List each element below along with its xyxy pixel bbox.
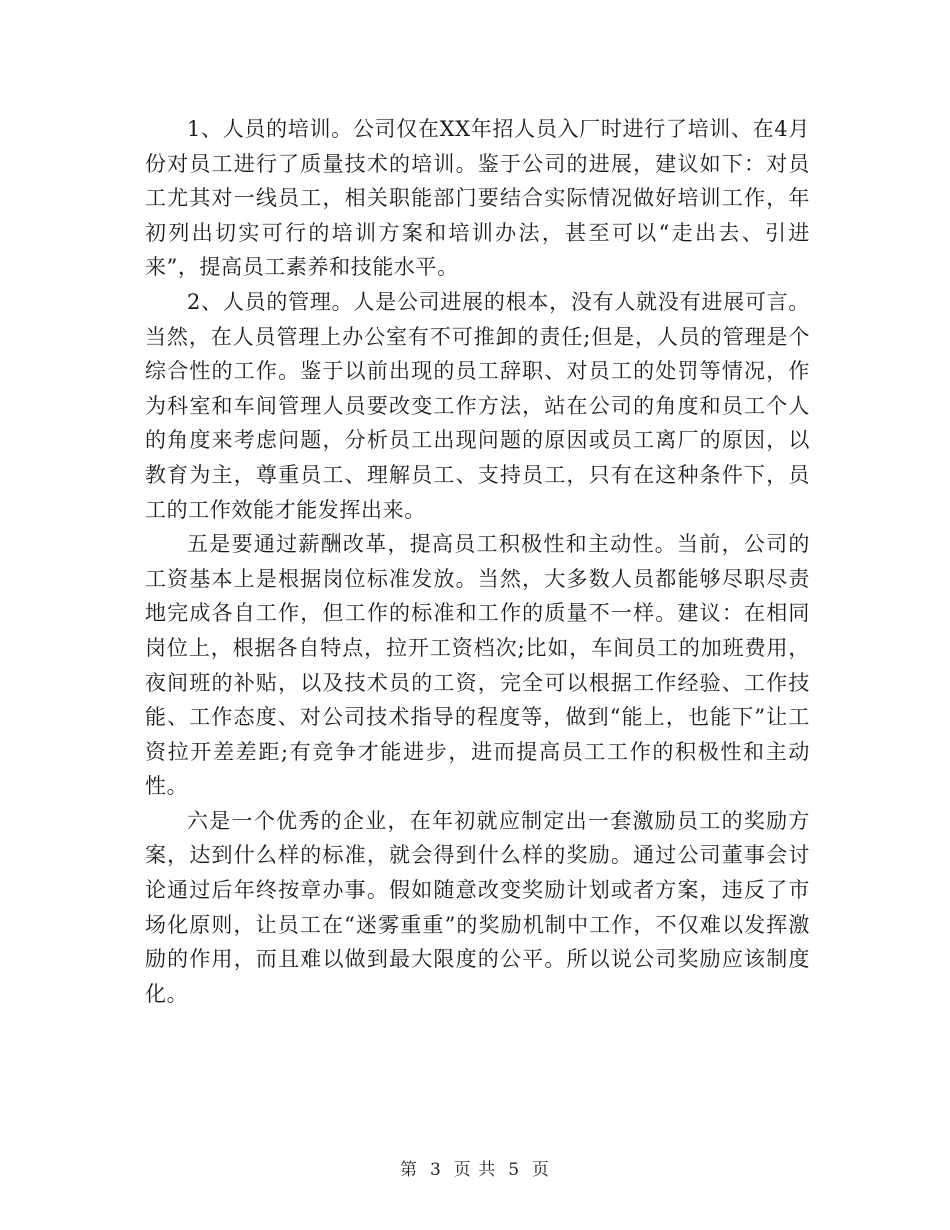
document-body: [145, 112, 810, 1011]
footer-total-pages: 5: [508, 1160, 521, 1180]
footer-suffix: 页: [532, 1160, 551, 1180]
footer-middle: 页 共: [453, 1160, 497, 1180]
page-footer: [0, 1155, 950, 1180]
footer-prefix: 第: [399, 1160, 418, 1180]
paragraph-salary-reform: 五是要通过薪酬改革，提高员工积极性和主动性。当前，公司的工资基本上是根据岗位标准发放。当然，大多数人员都能够尽职尽责地完成各自工作，但工作的标准和工作的质量不一样。建议：在相同岗位上，根据各自特点，拉开工资档次;比如，车间员工的加班费用，夜间班的补贴，以及技术员的工资，完全可以根据工作经验、工作技能、工作态度、对公司技术指导的程度等，做到“能上，也能下”让工资拉开差差距;有竞争才能进步，进而提高员工工作的积极性和主动性。: [145, 532, 810, 799]
paragraph-training: 1、人员的培训。公司仅在XX年招人员入厂时进行了培训、在4月份对员工进行了质量技术的培训。鉴于公司的进展，建议如下：对员工尤其对一线员工，相关职能部门要结合实际情况做好培训工作，年初列出切实可行的培训方案和培训办法，甚至可以“走出去、引进来”，提高员工素养和技能水平。: [145, 117, 810, 280]
paragraph-management: 2、人员的管理。人是公司进展的根本，没有人就没有进展可言。当然，在人员管理上办公室有不可推卸的责任;但是，人员的管理是个综合性的工作。鉴于以前出现的员工辞职、对员工的处罚等情况，作为科室和车间管理人员要改变工作方法，站在公司的角度和员工个人的角度来考虑问题，分析员工出现问题的原因或员工离厂的原因，以教育为主，尊重员工、理解员工、支持员工，只有在这种条件下，员工的工作效能才能发挥出来。: [145, 289, 810, 522]
footer-current-page: 3: [429, 1160, 442, 1180]
paragraph-incentive-plan: 六是一个优秀的企业，在年初就应制定出一套激励员工的奖励方案，达到什么样的标准，就会得到什么样的奖励。通过公司董事会讨论通过后年终按章办事。假如随意改变奖励计划或者方案，违反了市场化原则，让员工在“迷雾重重”的奖励机制中工作，不仅难以发挥激励的作用，而且难以做到最大限度的公平。所以说公司奖励应该制度化。: [145, 808, 810, 1006]
